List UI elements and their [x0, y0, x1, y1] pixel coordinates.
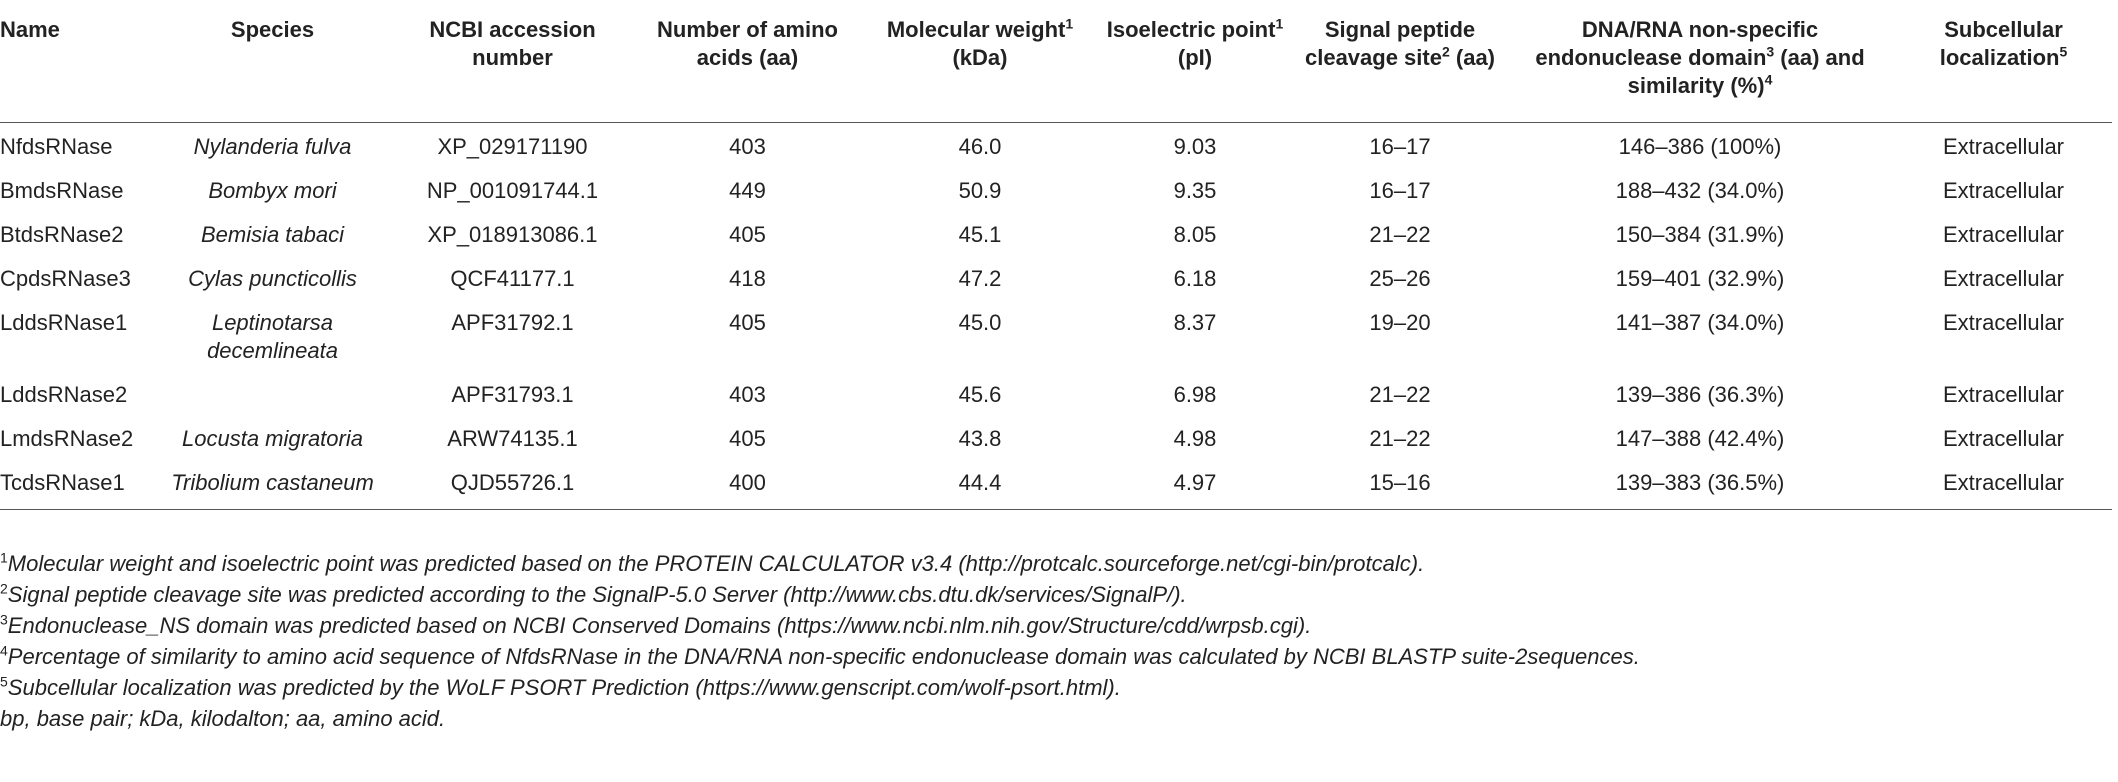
cell-isoelectric-point: 9.03 — [1173, 133, 1217, 159]
cell-molecular-weight: 50.9 — [958, 177, 1002, 203]
cell-molecular-weight: 43.8 — [958, 425, 1002, 451]
table-body — [0, 122, 2112, 509]
footnote-marker: 4 — [0, 642, 8, 659]
table-footnotes — [0, 548, 2112, 734]
cell-species: Cylas puncticollis — [188, 265, 357, 291]
cell-signal-peptide: 21–22 — [1369, 381, 1431, 407]
table-row — [0, 211, 2112, 255]
cell-isoelectric-point: 6.18 — [1173, 265, 1217, 291]
header-molecular-weight: Molecular weight$^1$ (kDa) — [865, 0, 1095, 122]
cell-molecular-weight: 45.1 — [958, 221, 1002, 247]
table-row — [0, 415, 2112, 459]
cell-signal-peptide: 15–16 — [1295, 459, 1505, 510]
cell-domain: 159–401 (32.9%) — [1615, 265, 1785, 291]
table-row — [0, 167, 2112, 211]
cell-localization: Extracellular — [1942, 381, 2065, 407]
cell-signal-peptide: 25–26 — [1369, 265, 1431, 291]
cell-name: BmdsRNase — [0, 177, 124, 203]
cell-ncbi-accession: QJD55726.1 — [395, 459, 630, 510]
table-header — [0, 0, 2112, 122]
cell-signal-peptide: 16–17 — [1369, 177, 1431, 203]
cell-localization: Extracellular — [1942, 265, 2065, 291]
cell-domain: 146–386 (100%) — [1618, 133, 1782, 159]
footnote — [0, 672, 2112, 703]
cell-name: CpdsRNase3 — [0, 265, 131, 291]
cell-amino-acids: 418 — [729, 265, 766, 291]
footnote-text: Subcellular localization was predicted by the WoLF PSORT Prediction (https://www.genscript.com/wolf-psort.html). — [7, 675, 1121, 700]
header-name: Name — [0, 0, 150, 122]
cell-name: BtdsRNase2 — [0, 221, 124, 247]
header-localization: Subcellular localization$^5$ — [1895, 0, 2112, 122]
cell-species: Bombyx mori — [208, 177, 337, 203]
footnote — [0, 641, 2112, 672]
footnote-marker: 3 — [0, 611, 8, 628]
cell-ncbi-accession: XP_018913086.1 — [427, 221, 598, 247]
footnote-text: Signal peptide cleavage site was predicted according to the SignalP-5.0 Server (http://www.cbs.dtu.dk/services/SignalP/). — [7, 582, 1187, 607]
cell-signal-peptide: 19–20 — [1369, 309, 1431, 335]
header-species: Species — [150, 0, 395, 122]
cell-amino-acids: 403 — [729, 133, 766, 159]
footnote-text: Endonuclease_NS domain was predicted based on NCBI Conserved Domains (https://www.ncbi.nlm.nih.gov/Structure/cdd/wrpsb.cgi). — [7, 613, 1312, 638]
cell-localization: Extracellular — [1942, 309, 2065, 335]
cell-localization: Extracellular — [1942, 425, 2065, 451]
footnote-text: Molecular weight and isoelectric point was predicted based on the PROTEIN CALCULATOR v3.4 (http://protcalc.sourceforge.net/cgi-bin/protcalc). — [7, 551, 1425, 576]
cell-signal-peptide: 16–17 — [1369, 133, 1431, 159]
table-row — [0, 122, 2112, 167]
cell-ncbi-accession: XP_029171190 — [437, 133, 588, 159]
cell-name: LddsRNase1 — [0, 309, 128, 335]
table-row — [0, 299, 2112, 371]
cell-localization: Extracellular — [1942, 177, 2065, 203]
abbreviations-note: bp, base pair; kDa, kilodalton; aa, amino acid. — [0, 706, 446, 731]
cell-species — [150, 371, 395, 415]
cell-isoelectric-point: 8.37 — [1173, 309, 1217, 335]
footnote-text: Percentage of similarity to amino acid sequence of NfdsRNase in the DNA/RNA non-specific endonuclease domain was calculated by NCBI BLASTP suite-2sequences. — [7, 644, 1640, 669]
cell-ncbi-accession: NP_001091744.1 — [426, 177, 599, 203]
table-row — [0, 255, 2112, 299]
table-row — [0, 459, 2112, 510]
cell-domain: 188–432 (34.0%) — [1615, 177, 1785, 203]
cell-name: TcdsRNase1 — [0, 459, 150, 510]
cell-species: Tribolium castaneum — [150, 459, 395, 510]
cell-isoelectric-point: 8.05 — [1173, 221, 1217, 247]
header-signal-peptide: Signal peptide cleavage site$^2$ (aa) — [1295, 0, 1505, 122]
cell-isoelectric-point: 4.98 — [1173, 425, 1217, 451]
footnote-marker: 5 — [0, 673, 8, 690]
cell-domain: 150–384 (31.9%) — [1615, 221, 1785, 247]
footnote-marker: 1 — [0, 549, 8, 566]
cell-domain: 147–388 (42.4%) — [1615, 425, 1785, 451]
cell-localization: Extracellular — [1942, 133, 2065, 159]
cell-name: NfdsRNase — [0, 133, 113, 159]
cell-amino-acids: 405 — [729, 221, 766, 247]
cell-ncbi-accession: APF31793.1 — [451, 381, 574, 407]
cell-isoelectric-point: 6.98 — [1173, 381, 1217, 407]
cell-amino-acids: 405 — [729, 309, 766, 335]
cell-species: Bemisia tabaci — [200, 221, 345, 247]
cell-signal-peptide: 21–22 — [1369, 425, 1431, 451]
cell-molecular-weight: 45.6 — [958, 381, 1002, 407]
footnote — [0, 548, 2112, 579]
cell-ncbi-accession: QCF41177.1 — [450, 265, 575, 291]
footnote-marker: 2 — [0, 580, 8, 597]
cell-molecular-weight: 46.0 — [958, 133, 1002, 159]
cell-domain: 139–386 (36.3%) — [1615, 381, 1785, 407]
header-isoelectric-point: Isoelectric point$^1$ (pI) — [1095, 0, 1295, 122]
table-row — [0, 371, 2112, 415]
cell-localization: Extracellular — [1895, 459, 2112, 510]
header-aa-count: Number of amino acids (aa) — [630, 0, 865, 122]
footnote — [0, 610, 2112, 641]
cell-amino-acids: 400 — [630, 459, 865, 510]
cell-isoelectric-point: 4.97 — [1095, 459, 1295, 510]
cell-molecular-weight: 47.2 — [958, 265, 1002, 291]
cell-domain: 139–383 (36.5%) — [1505, 459, 1895, 510]
cell-species: Nylanderia fulva — [193, 133, 352, 159]
cell-molecular-weight: 45.0 — [958, 309, 1002, 335]
footnote — [0, 579, 2112, 610]
cell-amino-acids: 405 — [729, 425, 766, 451]
cell-species: Leptinotarsa decemlineata — [207, 309, 338, 363]
cell-ncbi-accession: APF31792.1 — [451, 309, 574, 335]
cell-localization: Extracellular — [1942, 221, 2065, 247]
cell-ncbi-accession: ARW74135.1 — [447, 425, 578, 451]
cell-amino-acids: 403 — [729, 381, 766, 407]
cell-amino-acids: 449 — [729, 177, 766, 203]
cell-name: LddsRNase2 — [0, 381, 128, 407]
cell-species: Locusta migratoria — [182, 425, 363, 451]
cell-domain: 141–387 (34.0%) — [1615, 309, 1785, 335]
header-ncbi: NCBI accession number — [395, 0, 630, 122]
cell-isoelectric-point: 9.35 — [1173, 177, 1217, 203]
header-domain: DNA/RNA non-specific endonuclease domain$^3$ (aa) and similarity (%)$^4$ — [1505, 0, 1895, 122]
cell-name: LmdsRNase2 — [0, 425, 134, 451]
cell-signal-peptide: 21–22 — [1369, 221, 1431, 247]
cell-molecular-weight: 44.4 — [865, 459, 1095, 510]
